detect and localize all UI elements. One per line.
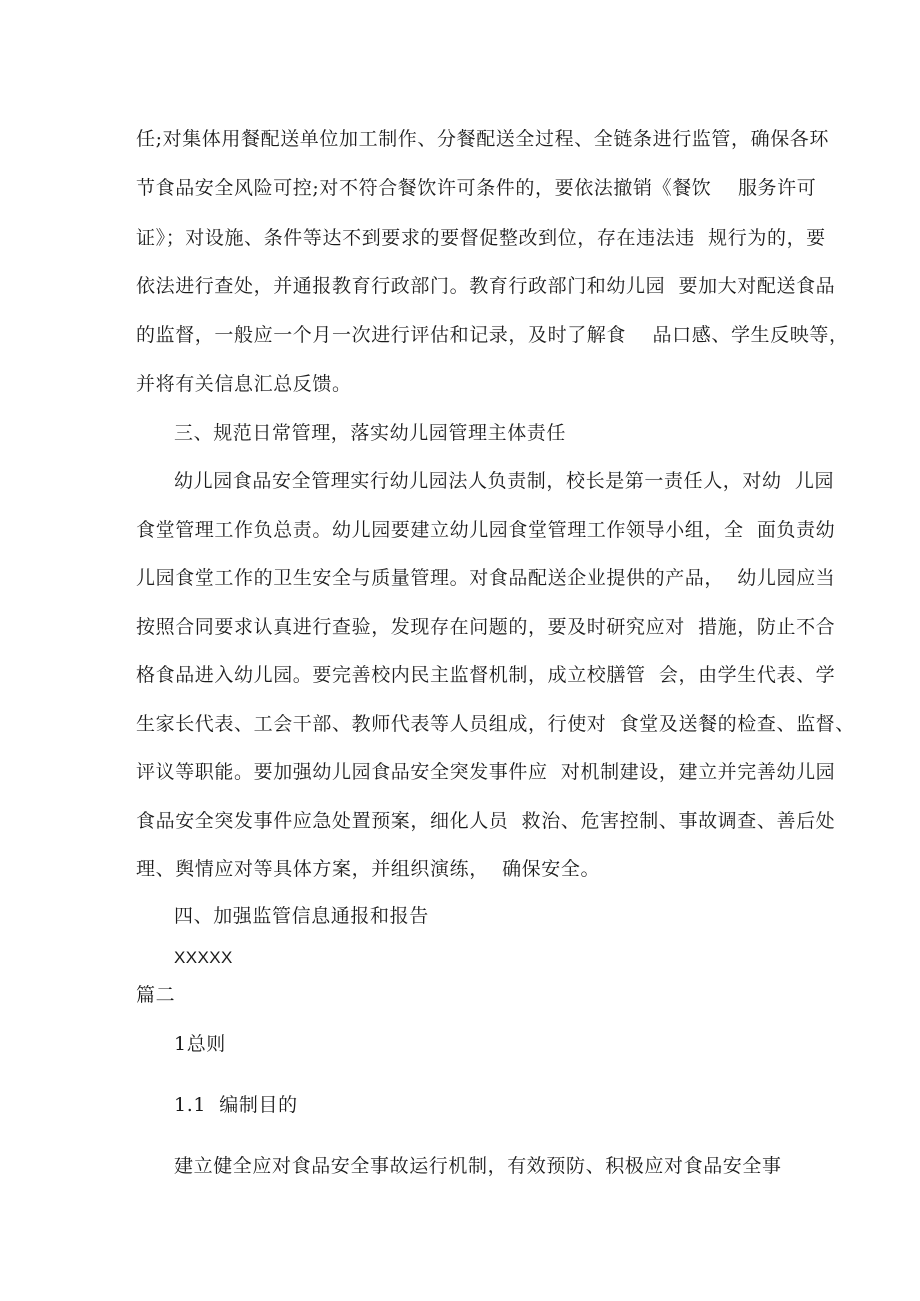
- paragraph-line: 食品安全突发事件应急处置预案，细化人员 救治、危害控制、事故调查、善后处: [136, 810, 836, 832]
- section-heading: 四、加强监管信息通报和报告: [174, 905, 429, 927]
- paragraph-line: 评议等职能。要加强幼儿园食品安全突发事件应 对机制建设，建立并完善幼儿园: [136, 761, 836, 783]
- paragraph-line: 并将有关信息汇总反馈。: [136, 373, 352, 395]
- paragraph-line: 任;对集体用餐配送单位加工制作、分餐配送全过程、全链条进行监管，确保各环: [136, 128, 830, 150]
- paragraph-line: 儿园食堂工作的卫生安全与质量管理。对食品配送企业提供的产品， 幼儿园应当: [136, 567, 836, 589]
- paragraph-line: 证》；对设施、条件等达不到要求的要督促整改到位，存在违法违 规行为的，要: [136, 227, 826, 249]
- placeholder-text: XXXXX: [174, 948, 233, 967]
- chapter-title: 1总则: [174, 1033, 226, 1055]
- section-heading: 三、规范日常管理，落实幼儿园管理主体责任: [174, 422, 567, 444]
- paragraph-line: 理、舆情应对等具体方案，并组织演练， 确保安全。: [136, 858, 601, 880]
- paragraph-line: 的监督，一般应一个月一次进行评估和记录，及时了解食 品口感、学生反映等，: [136, 324, 849, 346]
- paragraph-line: 幼儿园食品安全管理实行幼儿园法人负责制，校长是第一责任人，对幼 儿园: [174, 470, 835, 492]
- section-title: 篇二: [136, 984, 176, 1006]
- paragraph-line: 依法进行查处，并通报教育行政部门。教育行政部门和幼儿园 要加大对配送食品: [136, 275, 836, 297]
- paragraph-line: 生家长代表、工会干部、教师代表等人员组成，行使对 食堂及送餐的检查、监督、: [136, 713, 855, 735]
- paragraph-line: 建立健全应对食品安全事故运行机制，有效预防、积极应对食品安全事: [174, 1155, 782, 1177]
- paragraph-line: 食堂管理工作负总责。幼儿园要建立幼儿园食堂管理工作领导小组，全 面负责幼: [136, 519, 836, 541]
- paragraph-line: 格食品进入幼儿园。要完善校内民主监督机制，成立校膳管 会，由学生代表、学: [136, 664, 836, 686]
- paragraph-line: 按照合同要求认真进行查验，发现存在问题的，要及时研究应对 措施，防止不合: [136, 616, 836, 638]
- subsection-title: 1.1 编制目的: [174, 1094, 298, 1116]
- paragraph-line: 节食品安全风险可控;对不符合餐饮许可条件的，要依法撤销《餐饮 服务许可: [136, 177, 817, 199]
